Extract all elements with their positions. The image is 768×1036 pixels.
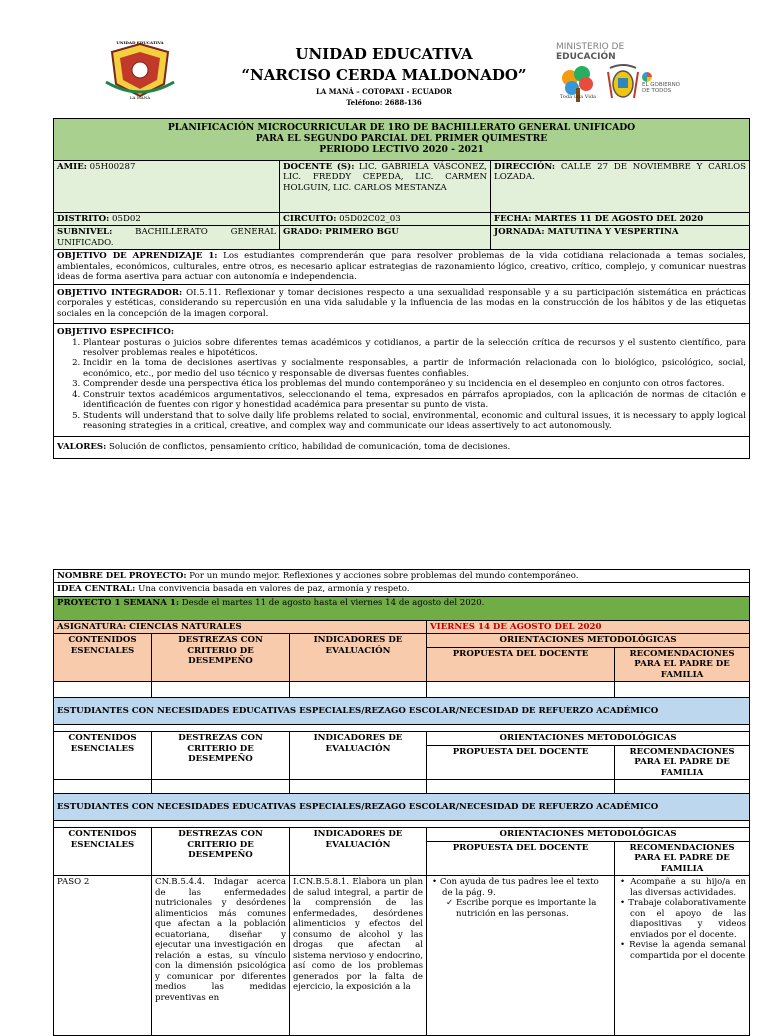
day-label: VIERNES 14 DE AGOSTO DEL 2020	[427, 620, 750, 633]
nee-banner: ESTUDIANTES CON NECESIDADES EDUCATIVAS ESPECIALES/REZAGO ESCOLAR/NECESIDAD DE REFUERZO ACADÉMICO	[54, 698, 750, 725]
empty-cell	[290, 682, 427, 698]
semana-value: Desde el martes 11 de agosto hasta el viernes 14 de agosto del 2020.	[179, 597, 485, 608]
ministry-logo	[556, 42, 682, 62]
col-recomendaciones: RECOMENDACIONES PARA EL PADRE DE FAMILIA	[615, 841, 750, 875]
destreza-cell: CN.B.5.4.4. Indagar acerca de las enfermedades nutricionales y desórdenes alimenticios más comunes que afectan a la población ecuatoriana, diseñar y ejecutar una investigación en relación a estas, su vínculo con la dimensión psicológica y comunicar por diferentes medios las medidas preventivas en	[152, 876, 290, 1036]
empty-cell	[152, 682, 290, 698]
gobierno-text: EL GOBIERNO DE TODOS	[642, 82, 681, 95]
plan-title-line1: PLANIFICACIÓN MICROCURRICULAR DE 1RO DE BACHILLERATO GENERAL UNIFICADO	[167, 122, 636, 133]
col-recomendaciones: RECOMENDACIONES PARA EL PADRE DE FAMILIA	[615, 745, 750, 779]
col-contenidos: CONTENIDOS ESENCIALES	[54, 828, 152, 876]
docente-cell	[280, 160, 491, 212]
empty-cell	[54, 780, 152, 794]
docente-value: LIC. GABRIELA VÁSCONEZ, LIC. FREDDY CEPEDA, LIC. CARMEN HOLGUIN, LIC. CARLOS MESTANZA	[283, 161, 487, 193]
project-week	[54, 596, 750, 620]
recomendaciones-list	[618, 877, 746, 961]
amie-value: 05H00287	[86, 161, 136, 172]
docente-label: DOCENTE (S):	[283, 161, 355, 172]
plan-title	[54, 119, 750, 161]
distrito-label: DISTRITO:	[57, 213, 110, 224]
asignatura: ASIGNATURA: CIENCIAS NATURALES	[54, 620, 427, 633]
amie-label: AMIE:	[57, 161, 87, 172]
grado-label: GRADO:	[283, 227, 323, 238]
col-orientaciones: ORIENTACIONES METODOLÓGICAS	[427, 828, 750, 841]
vida-text: Toda una Vida	[559, 94, 597, 100]
col-orientaciones: ORIENTACIONES METODOLÓGICAS	[427, 732, 750, 745]
propuesta-bullet-text: Con ayuda de tus padres lee el texto de la pág. 9.	[439, 877, 599, 898]
spacer-row	[54, 725, 750, 732]
propuesta-list	[430, 877, 611, 919]
ministry-word: EDUCACIÓN	[556, 52, 616, 62]
obj-especifico-item: 5. Students will understand that to solve daily life problems related to social, environmental, economic and cultural issues, it is necessary to apply logical reasoning strategies in a critical, creative, and complex way and communicate our ideas assertively to act autonomously.	[83, 411, 746, 432]
recomendaciones-cell	[615, 876, 750, 1036]
propuesta-bullet: • Con ayuda de tus padres lee el texto de la pág. 9.	[432, 877, 599, 898]
plan-title-line3: PERIODO LECTIVO 2020 - 2021	[319, 144, 484, 156]
fecha-value: MARTES 11 DE AGOSTO DEL 2020	[531, 213, 704, 224]
obj-especifico-item: 2. Incidir en la toma de decisiones asertivas y socialmente responsables, a partir de información relacionada con lo biológico, psicológico, social, económico, etc., por medio del uso técnico y responsable de diversas fuentes confiables.	[83, 358, 746, 379]
amie-cell	[54, 160, 280, 212]
circuito-value: 05D02C02_03	[336, 213, 401, 224]
idea-label: IDEA CENTRAL:	[57, 584, 136, 595]
empty-cell	[615, 780, 750, 794]
direccion-cell	[491, 160, 750, 212]
obj-especifico-item: 4. Construir textos académicos argumentativos, seleccionando el tema, expresados en párrafos apropiados, con la aplicación de normas de citación e identificación de fuentes con rigor y honestidad académica para presentar su punto de vista.	[83, 390, 746, 411]
circuito-label: CIRCUITO:	[283, 213, 337, 224]
empty-cell	[290, 780, 427, 794]
school-type: UNIDAD EDUCATIVA	[295, 45, 473, 63]
col-indicadores: INDICADORES DE EVALUACIÓN	[290, 732, 427, 780]
obj-aprendizaje-label: OBJETIVO DE APRENDIZAJE 1:	[57, 251, 218, 262]
empty-cell	[54, 682, 152, 698]
nombre-value: Por un mundo mejor. Reflexiones y acciones sobre problemas del mundo contemporáneo.	[186, 571, 579, 581]
school-crest-logo	[100, 38, 180, 102]
valores-label: VALORES:	[57, 441, 107, 452]
recomendacion-text: Trabaje colaborativamente con el apoyo de las diapositivas y videos enviados por el docente.	[628, 898, 747, 940]
crest-top-text: UNIDAD EDUCATIVA	[116, 40, 164, 45]
obj-especifico-item: 1. Plantear posturas o juicios sobre diferentes temas académicos y cotidianos, a partir de la selección crítica de recursos y el sustento científico, para resolver problemas reales e hipotéticos.	[83, 338, 746, 359]
indicador-cell: I.CN.B.5.8.1. Elabora un plan de salud integral, a partir de la comprensión de las enfermedades, desórdenes alimenticios y efectos del consumo de alcohol y las drogas que afectan al sistema nervioso y endocrino, así como de los problemas generados por la falta de ejercicio, la exposición a la	[290, 876, 427, 1036]
col-propuesta: PROPUESTA DEL DOCENTE	[427, 745, 615, 779]
project-name	[54, 570, 750, 583]
propuesta-cell	[427, 876, 615, 1036]
spacer-row	[54, 821, 750, 828]
col-contenidos: CONTENIDOS ESENCIALES	[54, 634, 152, 682]
col-destrezas: DESTREZAS CON CRITERIO DE DESEMPEÑO	[152, 634, 290, 682]
propuesta-check	[430, 898, 611, 919]
recomendacion-item: • Acompañe a su hijo/a en las diversas actividades.	[620, 877, 747, 898]
nee-banner: ESTUDIANTES CON NECESIDADES EDUCATIVAS ESPECIALES/REZAGO ESCOLAR/NECESIDAD DE REFUERZO ACADÉMICO	[54, 794, 750, 821]
empty-cell	[152, 780, 290, 794]
recomendacion-text: Acompañe a su hijo/a en las diversas actividades.	[630, 877, 747, 898]
empty-cell	[615, 682, 750, 698]
ministry-prefix: MINISTERIO DE	[556, 42, 625, 52]
propuesta-check-text: Escribe porque es importante la nutrición en las personas.	[455, 898, 597, 919]
paso-cell: PASO 2	[54, 876, 152, 1036]
obj-especifico-label: OBJETIVO ESPECIFICO:	[57, 327, 175, 338]
col-indicadores: INDICADORES DE EVALUACIÓN	[290, 634, 427, 682]
obj-especifico-list	[57, 338, 746, 432]
school-phone: Teléfono: 2688-136	[346, 98, 422, 107]
fecha-cell	[491, 212, 750, 225]
col-contenidos: CONTENIDOS ESENCIALES	[54, 732, 152, 780]
col-destrezas: DESTREZAS CON CRITERIO DE DESEMPEÑO	[152, 732, 290, 780]
subnivel-label: SUBNIVEL:	[57, 227, 113, 238]
jornada-value: MATUTINA Y VESPERTINA	[544, 227, 679, 238]
objetivo-aprendizaje	[54, 250, 750, 284]
col-indicadores: INDICADORES DE EVALUACIÓN	[290, 828, 427, 876]
col-propuesta: PROPUESTA DEL DOCENTE	[427, 841, 615, 875]
school-location: LA MANÁ – COTOPAXI - ECUADOR	[315, 87, 453, 96]
empty-cell	[427, 780, 615, 794]
jornada-label: JORNADA:	[494, 227, 545, 238]
semana-label: PROYECTO 1 SEMANA 1:	[57, 597, 180, 608]
subnivel-value: BACHILLERATO GENERAL UNIFICADO.	[57, 227, 276, 248]
planning-table	[53, 118, 750, 459]
plan-title-line2: PARA EL SEGUNDO PARCIAL DEL PRIMER QUIMESTRE	[255, 133, 548, 145]
empty-cell	[427, 682, 615, 698]
fecha-label: FECHA:	[494, 213, 532, 224]
valores	[54, 436, 750, 458]
grado-cell	[280, 226, 491, 250]
idea-value: Una convivencia basada en valores de paz, armonía y respeto.	[135, 584, 410, 595]
distrito-value: 05D02	[109, 213, 141, 224]
objetivo-integrador	[54, 284, 750, 323]
nombre-label: NOMBRE DEL PROYECTO:	[57, 571, 187, 581]
col-destrezas: DESTREZAS CON CRITERIO DE DESEMPEÑO	[152, 828, 290, 876]
obj-aprendizaje-value: Los estudiantes comprenderán que para resolver problemas de la vida cotidiana relacionada a temas sociales, ambientales, económicos, culturales, entre otros, es necesario aplicar estrategias de razonamiento lógico, creativo, crítico, complejo, y comunicar nuestras ideas de forma asertiva para actuar con autonomía e independencia.	[57, 251, 747, 283]
idea-central	[54, 583, 750, 596]
direccion-value: CALLE 27 DE NOVIEMBRE Y CARLOS LOZADA.	[494, 161, 747, 183]
col-recomendaciones: RECOMENDACIONES PARA EL PADRE DE FAMILIA	[615, 647, 750, 681]
circuito-cell	[280, 212, 491, 225]
recomendacion-text: Revise la agenda semanal compartida por el docente	[629, 940, 747, 961]
direccion-label: DIRECCIÓN:	[494, 161, 556, 172]
col-propuesta: PROPUESTA DEL DOCENTE	[427, 647, 615, 681]
school-name: “NARCISO CERDA MALDONADO”	[241, 66, 527, 84]
obj-especifico-item: 3. Comprender desde una perspectiva ética los problemas del mundo contemporáneo y su incidencia en el desempleo en conjunto con otros factores.	[83, 379, 746, 389]
obj-integrador-value: OI.5.11. Reflexionar y tomar decisiones respecto a una sexualidad responsable y a su participación sistemática en prácticas corporales y estéticas, considerando su repercusión en una vida saludable y la influencia de las modas en la construcción de los hábitos y de las etiquetas sociales en la concepción de la imagen corporal.	[57, 287, 747, 319]
gobierno-logo	[642, 72, 682, 102]
objetivo-especifico	[54, 324, 750, 437]
valores-value: Solución de conflictos, pensamiento crítico, habilidad de comunicación, toma de decisiones.	[106, 441, 511, 452]
distrito-cell	[54, 212, 280, 225]
checkmark-icon: ✓	[446, 898, 454, 909]
project-table	[53, 569, 750, 1036]
recomendacion-item: • Revise la agenda semanal compartida por el docente	[620, 940, 747, 961]
ecuador-coat-of-arms-icon	[606, 62, 640, 104]
col-orientaciones: ORIENTACIONES METODOLÓGICAS	[427, 634, 750, 647]
recomendacion-item: • Trabaje colaborativamente con el apoyo de las diapositivas y videos enviados por el docente.	[620, 898, 747, 940]
vida-tree-icon	[556, 64, 600, 104]
obj-integrador-label: OBJETIVO INTEGRADOR:	[57, 287, 183, 298]
subnivel-cell	[54, 226, 280, 250]
crest-caption: LA MANÁ	[129, 95, 151, 100]
grado-value: PRIMERO BGU	[322, 227, 399, 238]
jornada-cell	[491, 226, 750, 250]
